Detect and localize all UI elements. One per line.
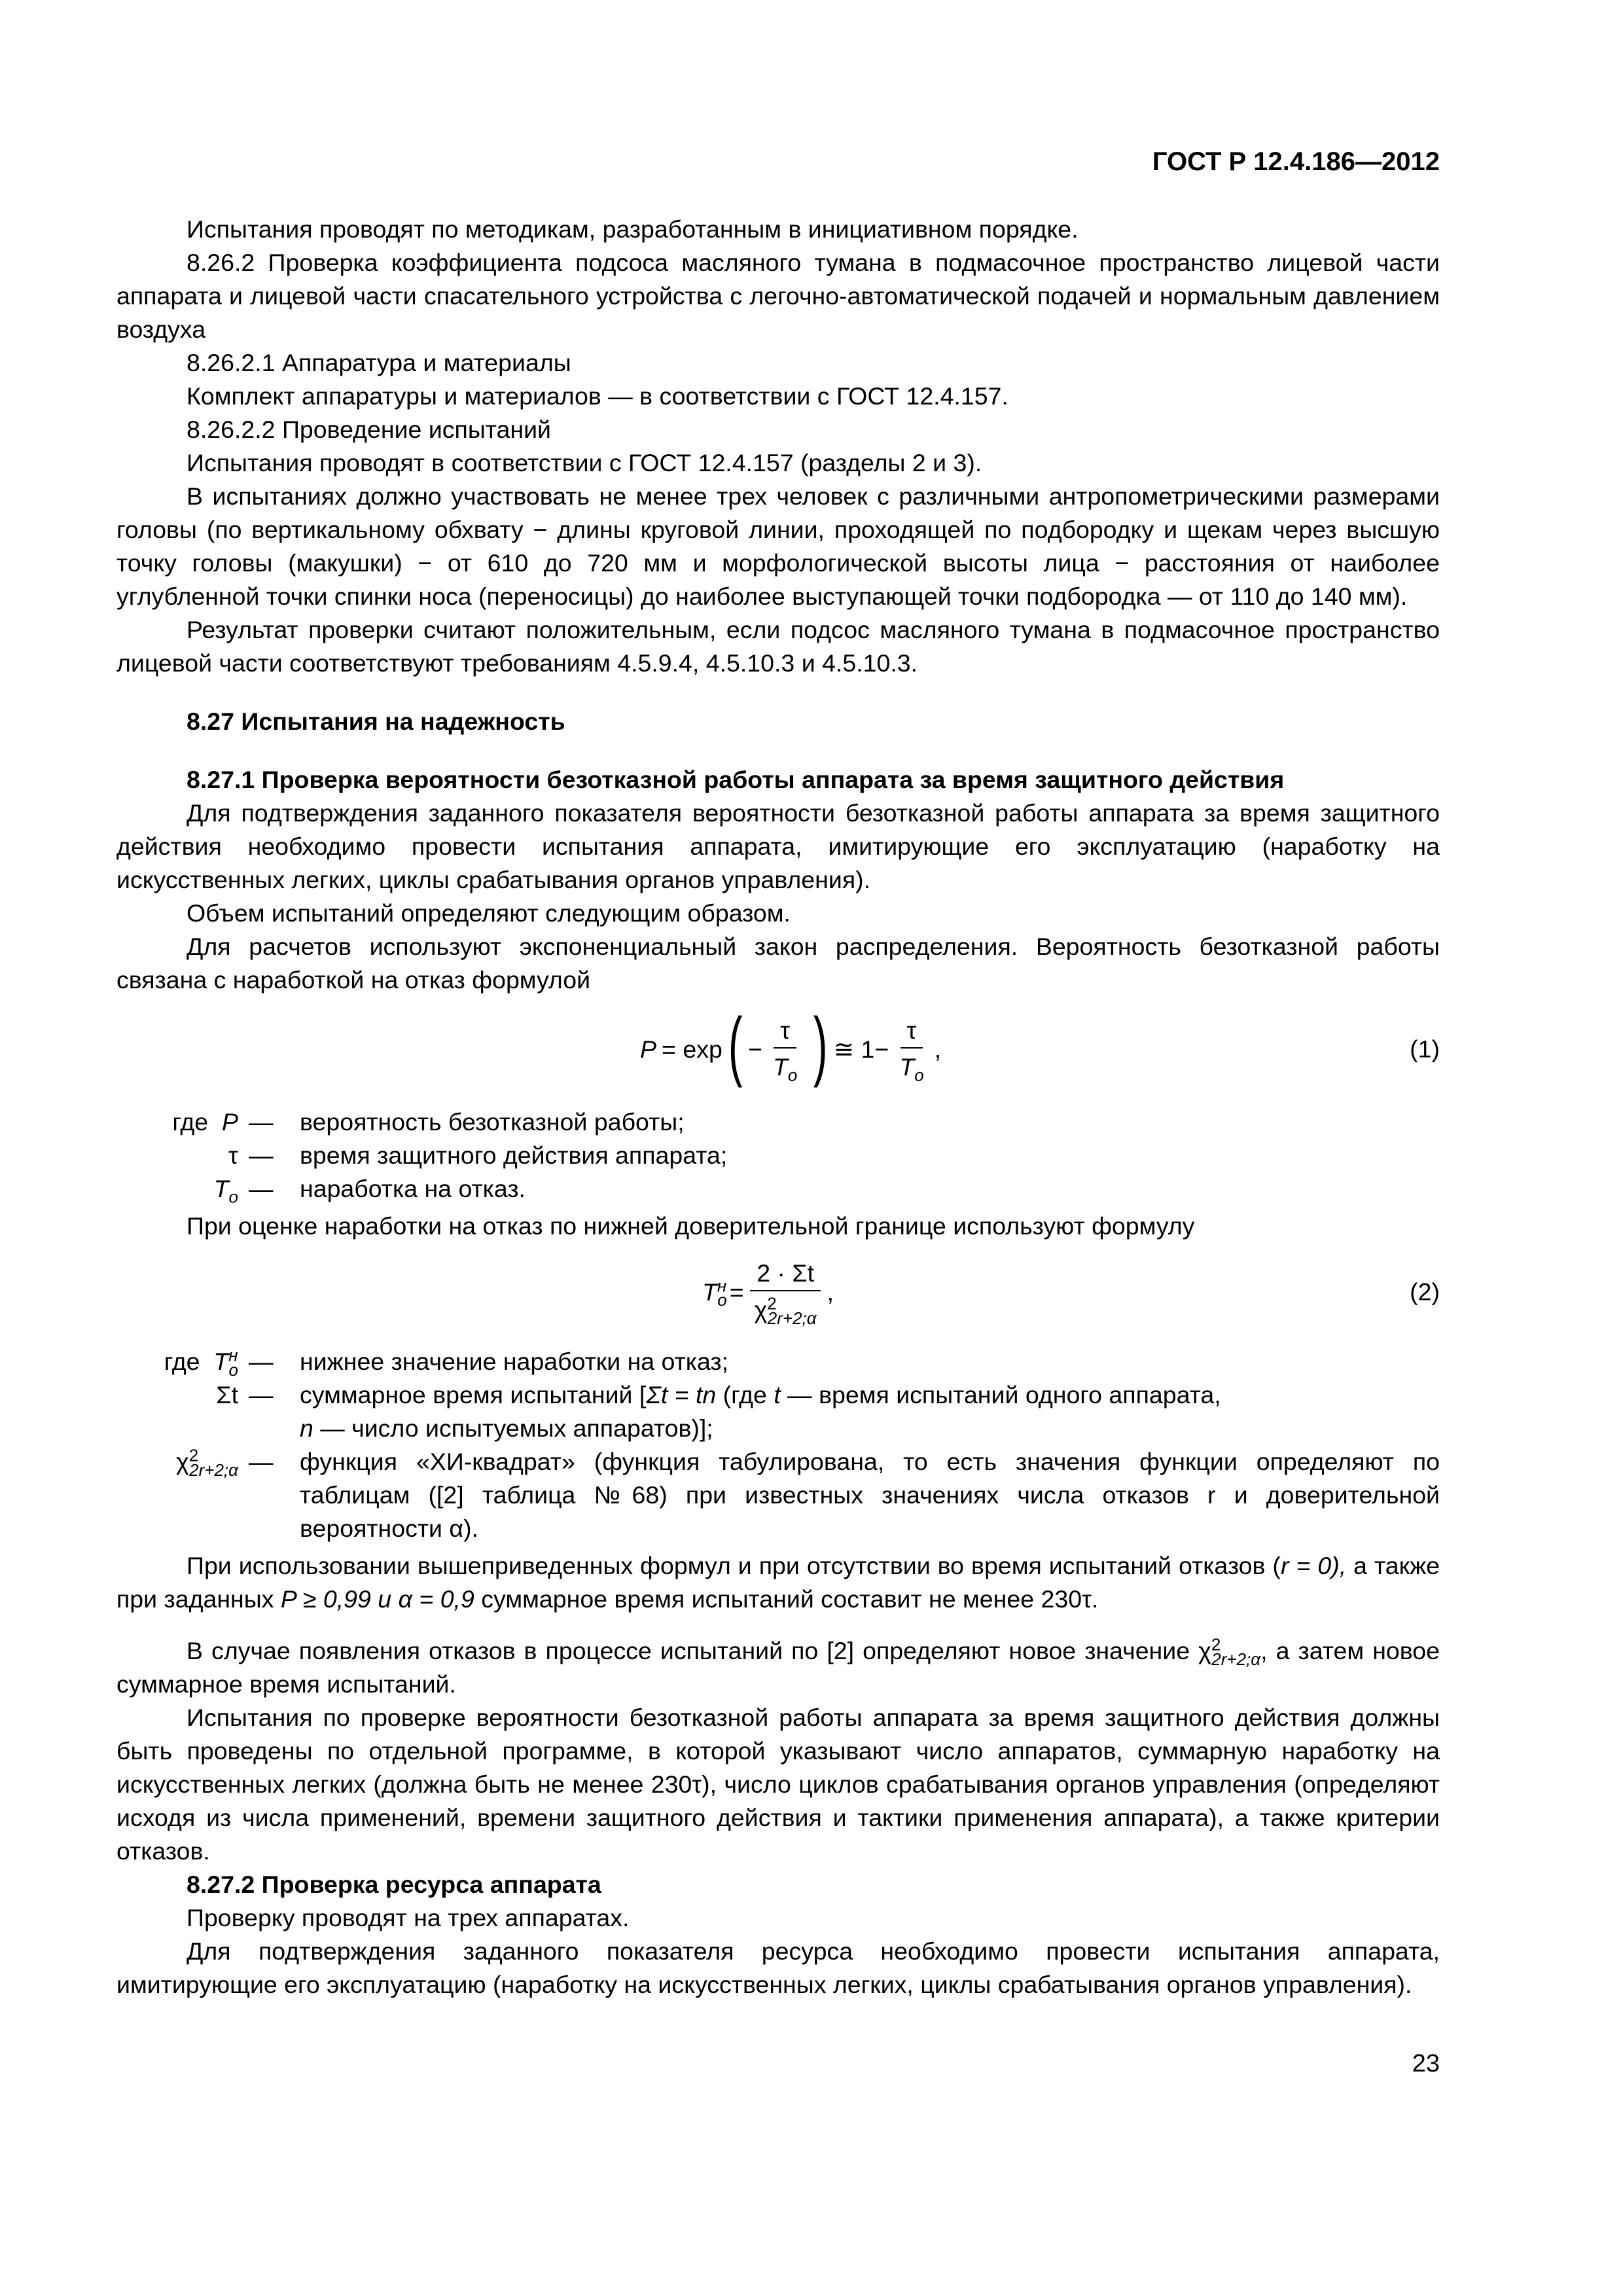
- fraction-denominator: $T_o$: [773, 1053, 798, 1085]
- definition-row: где $T^н_o$ — нижнее значение наработки на отказ;: [164, 1345, 729, 1380]
- section-heading-8-27-2: 8.27.2 Проверка ресурса аппарата: [187, 1871, 601, 1898]
- fraction-numerator: 2 · Σt: [750, 1259, 821, 1291]
- formula-fraction: [748, 1259, 823, 1328]
- fraction-numerator: τ: [774, 1016, 796, 1049]
- page-body: [116, 213, 1440, 2001]
- paragraph: Испытания проводят в соответствии с ГОСТ 12.4.157 (разделы 2 и 3).: [187, 449, 982, 476]
- fraction-denominator: $T_o$: [899, 1053, 924, 1085]
- formula-text: −: [748, 1035, 762, 1063]
- paragraph: В случае появления отказов в процессе испытаний по [2] определяют новое значение $\chi^2_{2r+2;\alpha}$, а затем новое суммарное время испытаний.: [116, 1634, 1440, 1698]
- formula-1: [116, 997, 1440, 1102]
- definition-row: $T_o$ — наработка на отказ.: [213, 1175, 526, 1207]
- formula-symbol: P: [640, 1035, 657, 1063]
- fraction-numerator: τ: [901, 1016, 923, 1049]
- fraction-denominator: $\chi^2_{2r+2;\alpha}$: [754, 1293, 817, 1328]
- definition-row: $\chi^2_{2r+2;\alpha}$ — функция «ХИ-квадрат» (функция табулирована, то есть значения функции определяют по таблицам ([2] таблица №68) при известных значениях числа отказов r и доверительной вероятности α).: [176, 1445, 1440, 1542]
- paragraph: Результат проверки считают положительным, если подсос масляного тумана в подмасочное пространство лицевой части соответствуют требованиям 4.5.9.4, 4.5.10.3 и 4.5.10.3.: [116, 616, 1440, 677]
- section-heading-8-27: 8.27 Испытания на надежность: [187, 708, 565, 735]
- paragraph: 8.26.2.1 Аппаратура и материалы: [187, 349, 571, 376]
- section-heading-8-27-1: 8.27.1 Проверка вероятности безотказной работы аппарата за время защитного действия: [187, 766, 1285, 793]
- standard-header: ГОСТ Р 12.4.186—2012: [1152, 147, 1440, 176]
- formula-2: $T^н_o$ = $\frac{2 \cdot \Sigma t}{\chi^2_{2r+2;\alpha}}$ , (2): [702, 1259, 1440, 1328]
- page-number: 23: [1412, 2050, 1440, 2077]
- paragraph: Испытания по проверке вероятности безотказной работы аппарата за время защитного действия должны быть проведены по отдельной программе, в которой указывают число аппаратов, суммарную наработку на искусственных легких (должна быть не менее 230τ), число циклов срабатывания органов управления (определяют исходя из числа применений, времени защитного действия и тактики применения аппарата), а также критерии отказов.: [116, 1704, 1440, 1865]
- formula-text: ,: [934, 1035, 942, 1063]
- paragraph: 8.26.2 Проверка коэффициента подсоса масляного тумана в подмасочное пространство лицевой части аппарата и лицевой части спасательного устройства с легочно-автоматической подачей и нормальным давлением воздуха: [116, 249, 1440, 343]
- formula-symbol: $T^н_o$: [702, 1276, 727, 1310]
- paragraph: Для подтверждения заданного показателя ресурса необходимо провести испытания аппарата, имитирующие его эксплуатацию (наработку на искусственных легких, циклы срабатывания органов управления).: [116, 1937, 1440, 1998]
- paragraph: Проверку проводят на трех аппаратах.: [187, 1904, 630, 1931]
- formula-text: ≅ 1−: [833, 1035, 889, 1063]
- paragraph: Испытания проводят по методикам, разработанным в инициативном порядке.: [187, 215, 1079, 243]
- equation-number: (2): [1410, 1278, 1440, 1306]
- definition-row: где P — вероятность безотказной работы;: [172, 1108, 685, 1136]
- definitions-list-2: [116, 1345, 1440, 1545]
- definition-row: Σt — суммарное время испытаний [Σt = tn (где t — время испытаний одного аппарата, n — число испытуемых аппаратов)];: [216, 1381, 1221, 1442]
- paragraph: Для расчетов используют экспоненциальный закон распределения. Вероятность безотказной работы связана с наработкой на отказ формулой: [116, 933, 1440, 994]
- formula-fraction: [766, 1016, 804, 1083]
- formula-fraction: [893, 1016, 930, 1083]
- definitions-list-1: [116, 1105, 1440, 1206]
- paragraph: Объем испытаний определяют следующим образом.: [187, 899, 791, 927]
- paragraph: Комплект аппаратуры и материалов — в соответствии с ГОСТ 12.4.157.: [187, 382, 1008, 410]
- paragraph: При оценке наработки на отказ по нижней доверительной границе используют формулу: [187, 1212, 1195, 1240]
- formula-paren-right: ): [813, 1002, 828, 1088]
- formula-text: = exp: [662, 1035, 722, 1063]
- paragraph: 8.26.2.2 Проведение испытаний: [187, 416, 551, 443]
- paragraph: Для подтверждения заданного показателя вероятности безотказной работы аппарата за время защитного действия необходимо провести испытания аппарата, имитирующие его эксплуатацию (наработку на искусственных легких, циклы срабатывания органов управления).: [116, 799, 1440, 893]
- paragraph: В испытаниях должно участвовать не менее трех человек с различными антропометрическими размерами головы (по вертикальному обхвату − длины круговой линии, проходящей по подбородку и щекам через высшую точку головы (макушки) − от 610 до 720 мм и морфологической высоты лица − расстояния от наиболее углубленной точки спинки носа (переносицы) до наиболее выступающей точки подбородка — от 110 до 140 мм).: [116, 482, 1440, 610]
- definition-row: τ — время защитного действия аппарата;: [228, 1141, 728, 1169]
- equation-number: (1): [1410, 1035, 1440, 1063]
- paragraph: При использовании вышеприведенных формул и при отсутствии во время испытаний отказов (r = 0), а также при заданных P ≥ 0,99 и α = 0,9 суммарное время испытаний составит не менее 230τ.: [116, 1552, 1440, 1613]
- formula-paren-left: (: [728, 1002, 743, 1088]
